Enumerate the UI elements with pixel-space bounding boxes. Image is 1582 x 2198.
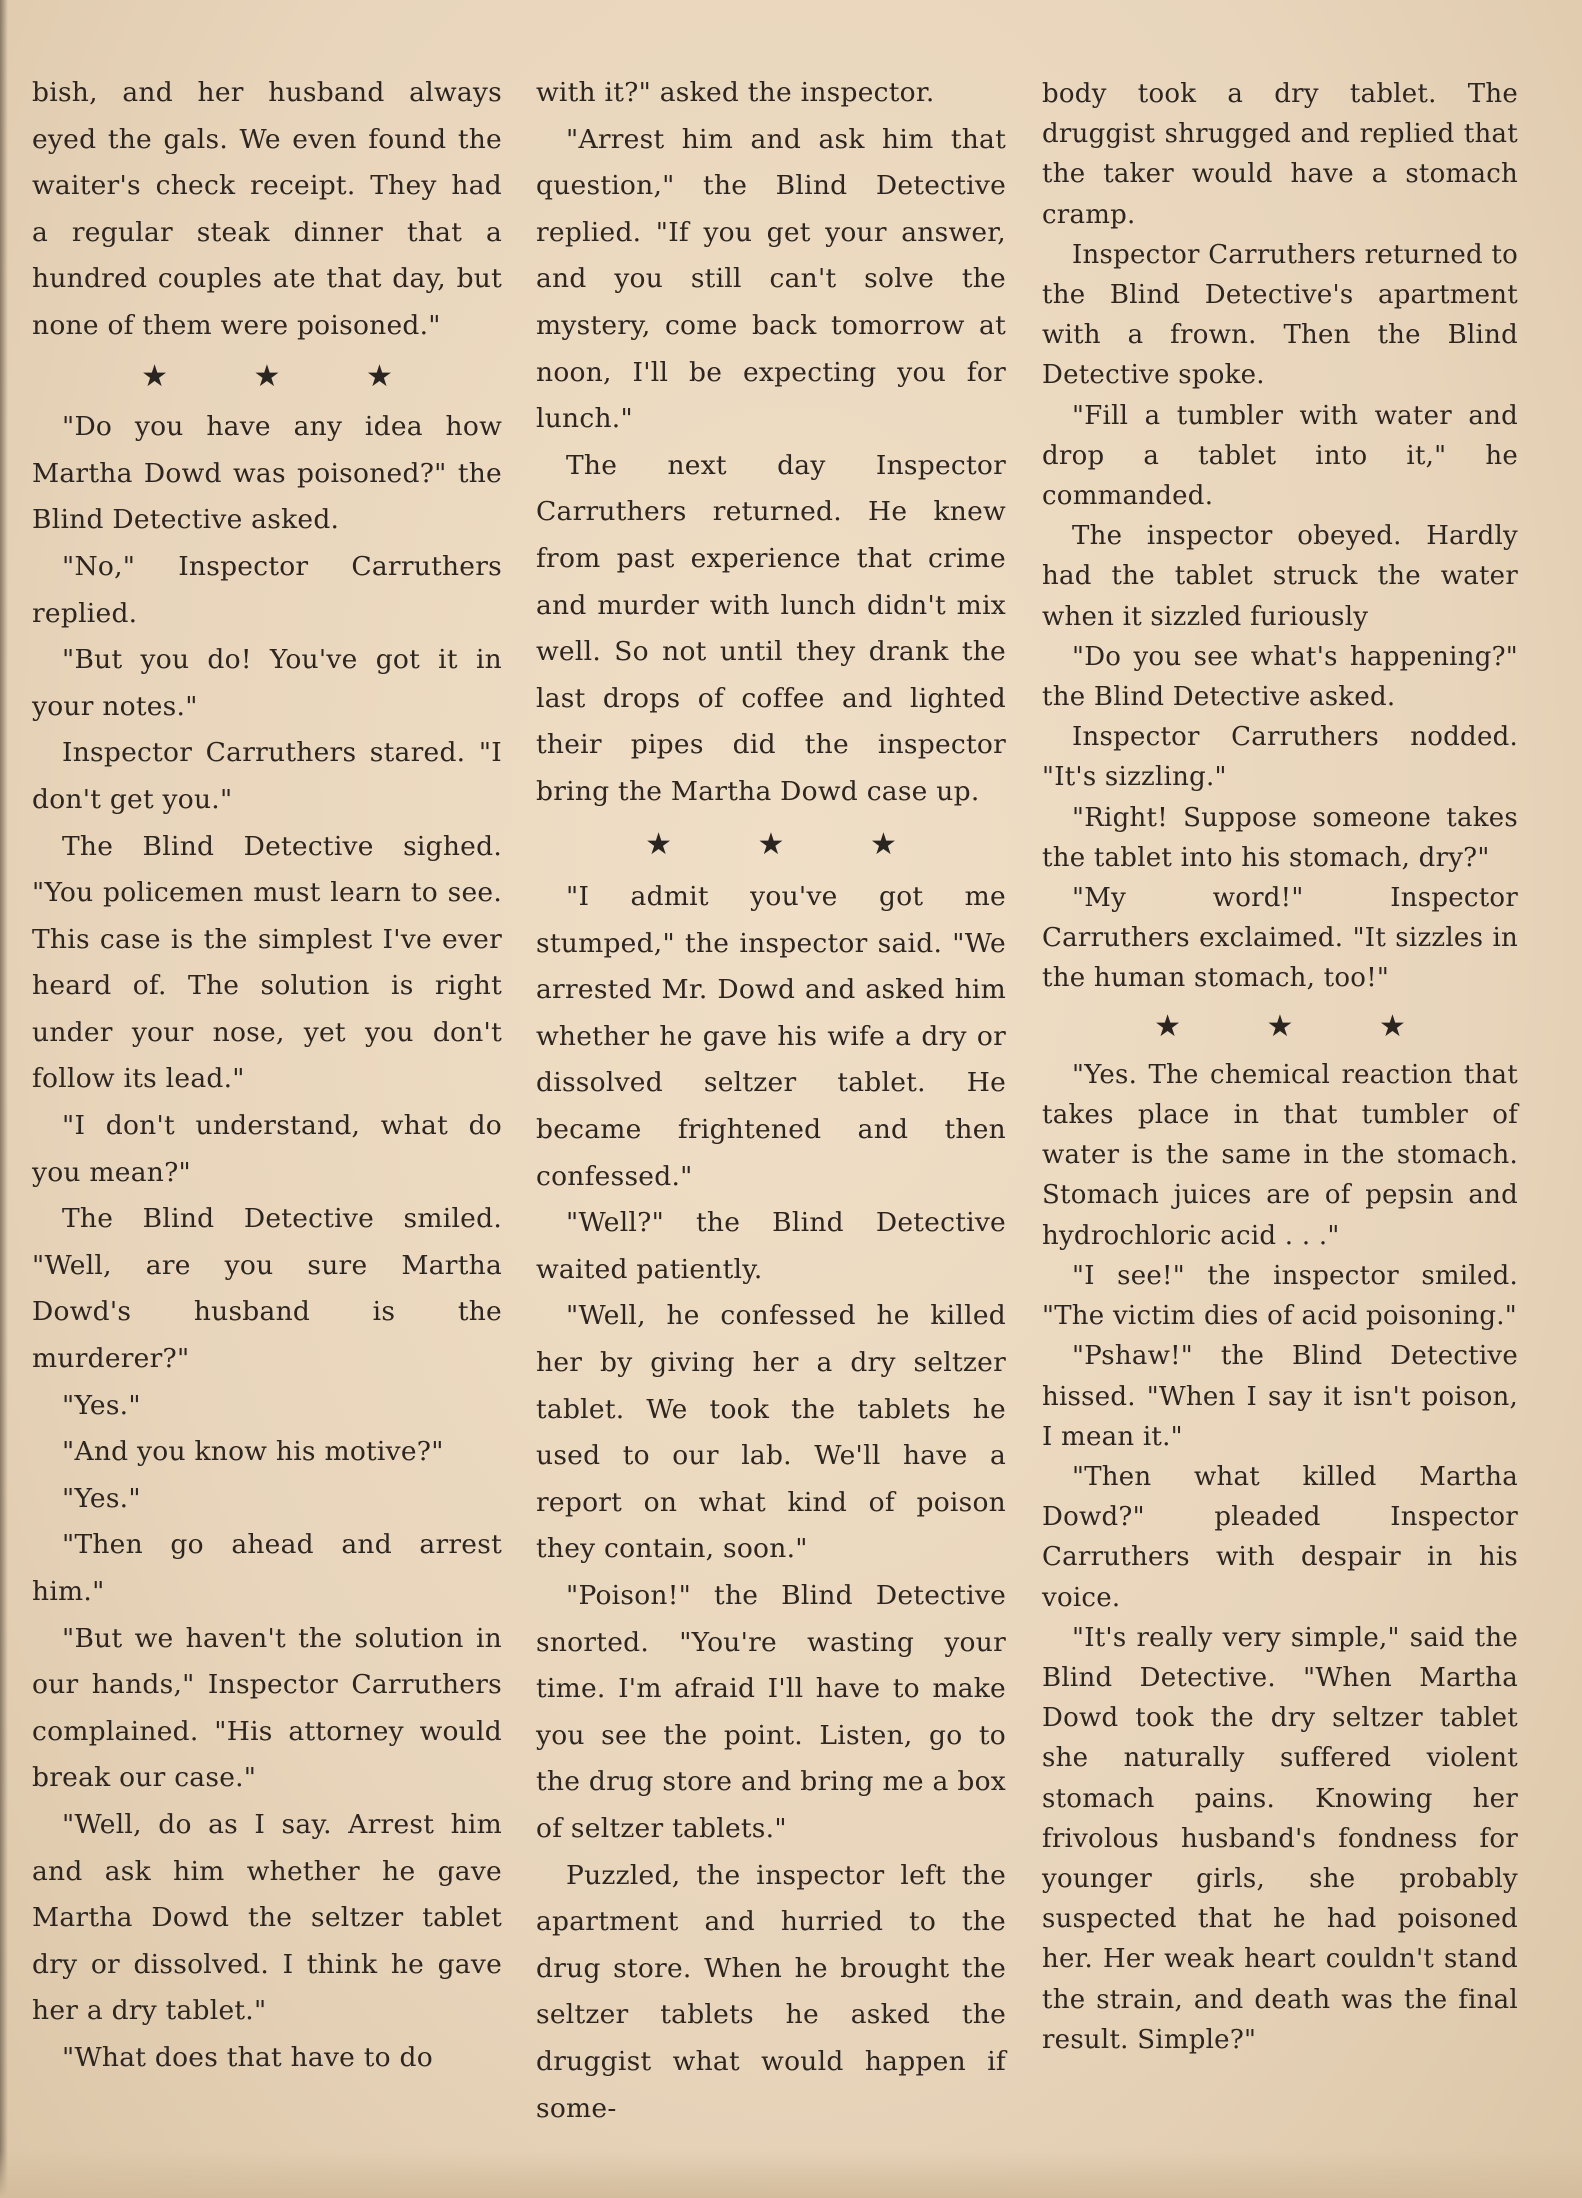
paragraph: "What does that have to do <box>62 2041 433 2073</box>
paragraph: "I don't understand, what do you mean?" <box>32 1110 502 1188</box>
section-divider: ★ ★ ★ <box>141 358 431 394</box>
paragraph: The Blind Detective smiled. "Well, are you sure Martha Dowd's husband is the murderer?" <box>32 1203 502 1375</box>
paragraph: The inspector obeyed. Hardly had the tablet struck the water when it sizzled furiously <box>1042 521 1518 632</box>
page-edge-shadow <box>0 0 8 2198</box>
paragraph: "And you know his motive?" <box>62 1436 444 1468</box>
paragraph: "I see!" the inspector smiled. "The victim dies of acid poisoning." <box>1042 1260 1518 1332</box>
paragraph: The Blind Detective sighed. "You policemen must learn to see. This case is the simplest I've ever heard of. The solution is right under your nose, yet you don't follow its lead." <box>32 830 502 1095</box>
paragraph: "Well?" the Blind Detective waited patiently. <box>536 1207 1006 1285</box>
paragraph: "It's really very simple," said the Blind Detective. "When Martha Dowd took the dry seltzer tablet she naturally suffered violent stomach pains. Knowing her frivolous husband's fondness for younger girls, she probably suspected that he had poisoned her. Her weak heart couldn't stand the strain, and death was the final result. Simple?" <box>1042 1622 1518 2055</box>
paragraph: "Do you have any idea how Martha Dowd was poisoned?" the Blind Detective asked. <box>32 411 502 536</box>
paragraph: "Then what killed Martha Dowd?" pleaded Inspector Carruthers with despair in his voice. <box>1042 1461 1518 1613</box>
paragraph: "Yes." <box>62 1389 141 1421</box>
paragraph: "Yes. The chemical reaction that takes place in that tumbler of water is the same in the stomach. Stomach juices are of pepsin and hydrochloric acid . . ." <box>1042 1059 1518 1251</box>
section-divider: ★ ★ ★ <box>645 826 935 862</box>
paragraph: "I admit you've got me stumped," the inspector said. "We arrested Mr. Dowd and asked him whether he gave his wife a dry or dissolved seltzer tablet. He became frightened and then confessed." <box>536 881 1006 1192</box>
paragraph: bish, and her husband always eyed the gals. We even found the waiter's check receipt. They had a regular steak dinner that a hundred couples ate that day, but none of them were poisoned." <box>32 77 502 341</box>
paragraph: "Right! Suppose someone takes the tablet into his stomach, dry?" <box>1042 802 1518 873</box>
page-bottom-edge <box>0 2150 1582 2198</box>
paragraph: "But we haven't the solution in our hands," Inspector Carruthers complained. "His attorney would break our case." <box>32 1622 502 1794</box>
paragraph: "My word!" Inspector Carruthers exclaimed. "It sizzles in the human stomach, too!" <box>1042 883 1518 994</box>
paragraph: body took a dry tablet. The druggist shrugged and replied that the taker would have a stomach cramp. <box>1042 79 1518 230</box>
text-column-2 <box>536 70 1006 2132</box>
text-column-3 <box>1042 74 1518 2060</box>
paragraph: "Fill a tumbler with water and drop a tablet into it," he commanded. <box>1042 400 1518 512</box>
paragraph: "Well, he confessed he killed her by giving her a dry seltzer tablet. We took the tablets he used to our lab. We'll have a report on what kind of poison they contain, soon." <box>536 1300 1006 1565</box>
paragraph: "Arrest him and ask him that question," the Blind Detective replied. "If you get your answer, and you still can't solve the mystery, come back tomorrow at noon, I'll be expecting you for lunch." <box>536 123 1006 435</box>
paragraph: with it?" asked the inspector. <box>536 77 935 108</box>
paragraph: "But you do! You've got it in your notes." <box>32 644 502 722</box>
paragraph: Puzzled, the inspector left the apartment and hurried to the drug store. When he brought the seltzer tablets he asked the druggist what would happen if some- <box>536 1859 1006 2124</box>
paragraph: The next day Inspector Carruthers returned. He knew from past experience that crime and murder with lunch didn't mix well. So not until they drank the last drops of coffee and lighted their pipes did the inspector bring the Martha Dowd case up. <box>536 449 1006 807</box>
paragraph: "Do you see what's happening?" the Blind Detective asked. <box>1042 641 1518 713</box>
paragraph: "Well, do as I say. Arrest him and ask him whether he gave Martha Dowd the seltzer tablet dry or dissolved. I think he gave her a dry tablet." <box>32 1808 502 2027</box>
paragraph: Inspector Carruthers stared. "I don't get you." <box>32 737 502 815</box>
paragraph: "No," Inspector Carruthers replied. <box>32 550 502 629</box>
section-divider: ★ ★ ★ <box>1154 1008 1444 1044</box>
paragraph: Inspector Carruthers nodded. "It's sizzling." <box>1042 722 1518 793</box>
paragraph: "Pshaw!" the Blind Detective hissed. "When I say it isn't poison, I mean it." <box>1042 1341 1518 1452</box>
paragraph: "Yes." <box>62 1482 141 1514</box>
paragraph: Inspector Carruthers returned to the Blind Detective's apartment with a frown. Then the Blind Detective spoke. <box>1042 239 1518 391</box>
paragraph: "Then go ahead and arrest him." <box>32 1529 502 1607</box>
text-column-1 <box>32 70 502 2082</box>
paragraph: "Poison!" the Blind Detective snorted. "You're wasting your time. I'm afraid I'll have to make you see the point. Listen, go to the drug store and bring me a box of seltzer tablets." <box>536 1580 1006 1844</box>
